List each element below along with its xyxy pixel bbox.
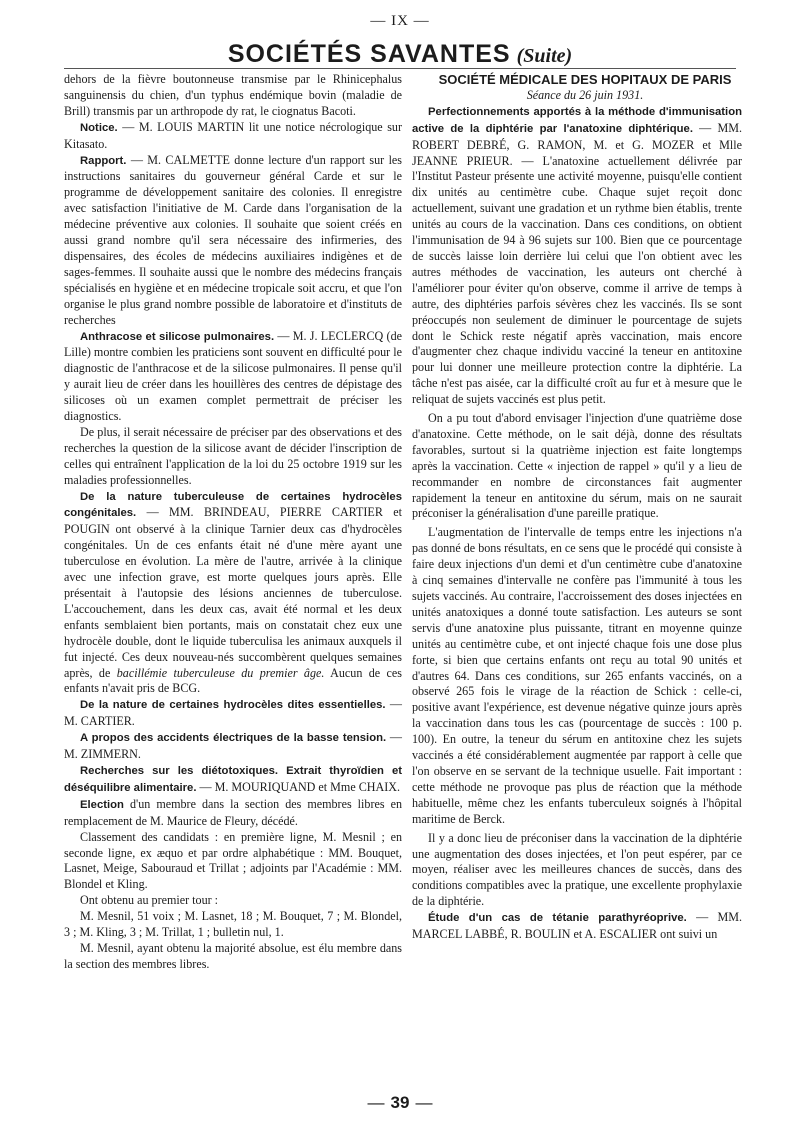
- accidents-paragraph: [64, 730, 402, 763]
- continued-paragraph: dehors de la fièvre boutonneuse transmise par le Rhinicephalus sanguinensis du chien, d'un typhus endémique bovin (maladie de Brill) transmis par un arthropode dy rat, le ciognatus Bacoti.: [64, 72, 402, 118]
- dietotoxiques-heading: Recherches sur les diétotoxiques. Extrait thyroïdien et déséquilibre alimentaire.: [64, 764, 402, 794]
- header-title: SOCIÉTÉS SAVANTES: [227, 40, 511, 68]
- classement-paragraph: Classement des candidats : en première ligne, M. Mesnil ; en seconde ligne, ex æquo et par ordre alphabétique : MM. Bouquet, Lasnet, Meige, Sabouraud et Trillat ; adjoints par l'Académie : MM. Blondel et Kling.: [64, 829, 402, 892]
- election-paragraph: [64, 797, 402, 830]
- page-number-footer: [0, 1093, 800, 1113]
- hydroceles-essentielles-text: — M. CARTIER.: [64, 697, 402, 729]
- notice-paragraph: [64, 120, 402, 153]
- anthracose-text: — M. J. LECLERCQ (de Lille) montre combien les praticiens sont souvent en difficulté pour le diagnostic de l'anthracose et de la silicose pulmonaires. Il pense qu'il y aurait lieu de créer dans les houillères des centres de dépistage des silicoses où un examen complet permettrait de préciser les diagnostics.: [64, 328, 402, 424]
- dietotoxiques-text: — M. MOURIQUAND et Mme CHAIX.: [196, 779, 401, 794]
- page-number: 39: [390, 1093, 410, 1112]
- session-date: Séance du 26 juin 1931.: [526, 87, 644, 102]
- intervalle-paragraph: L'augmentation de l'intervalle de temps entre les injections n'a pas donné de bons résultats, en ce sens que le procédé qui consiste à faire deux injections d'un demi et d'un centimètre cube d'anatoxine à cinq semaines d'intervalle ne confère pas l'immunité à tous les sujets vaccinés. Au contraire, l'accroissement des doses injectées en unités anatoxiques a donné toute satisfaction. Les auteurs se sont servis d'une anatoxine plus puissante, titrant en moyenne quinze unités au centimètre cube, et ont injecté chaque fois une dose plus forte, si bien que certains enfants ont reçu au total 90 unités et d'autres 64. Dans ces conditions, sur 265 enfants vaccinés, on a observé 265 fois le virage de la réaction de Schick : celle-ci, positive avant l'expérience, est devenue négative quinze jours après la vaccination dans tous les cas (pourcentage de succès : 100 p. 100). En outre, la teneur du sérum en antitoxine chez les sujets vaccinés a été considérablement augmentée par rapport à celle que l'on observe en se servant de la technique usuelle. Fait important : cette méthode ne provoque pas plus de réaction que la méthode habituelle, même chez les enfants tuberculeux soignés à l'hôpital maritime de Berck.: [412, 525, 742, 826]
- hydroceles-essentielles-paragraph: [64, 697, 402, 730]
- tetanie-heading: Étude d'un cas de tétanie parathyréoprive.: [428, 912, 687, 925]
- election-text: d'un membre dans la section des membres libres en remplacement de M. Maurice de Fleury, décédé.: [64, 796, 402, 828]
- election-heading: Election: [80, 798, 124, 811]
- left-column: [64, 72, 402, 973]
- hydroceles-congenitales-paragraph: [64, 489, 402, 698]
- hydroceles-congenitales-italic: bacillémie tuberculeuse du premier âge.: [116, 665, 325, 680]
- de-plus-paragraph: De plus, il serait nécessaire de préciser par des observations et des recherches la question de la silicose avant de décider l'inscription de celles qui entraînent l'application de la loi du 25 octobre 1919 sur les maladies professionnelles.: [64, 424, 402, 487]
- rapport-heading: Rapport.: [80, 154, 127, 167]
- accidents-text: — M. ZIMMERN.: [64, 730, 402, 762]
- page-header: [0, 40, 800, 69]
- hydroceles-congenitales-text: — MM. BRINDEAU, PIERRE CARTIER et POUGIN ont observé à la clinique Tarnier deux cas d'hydrocèles congénitales. Un de ces enfants était né d'une mère ayant une tuberculose en évolution. La mère de l'autre, arrivée à la clinique avec une infection grave, est morte quelques jours après. Elle présentait à l'autopsie des lésions anciennes de tuberculose. L'accouchement, dans les deux cas, avait été normal et les deux enfants semblaient bien portants, mais on constatait chez eux une hydrocèle double, dont le liquide tuberculisa les animaux auxquels il fut injecté. Ces deux nouveau-nés succombèrent quelques semaines après, de: [64, 505, 402, 680]
- tetanie-paragraph: [412, 910, 742, 943]
- quatrieme-paragraph: On a pu tout d'abord envisager l'injection d'une quatrième dose d'anatoxine. Cette méthode, on le sait déjà, donne des résultats favorables, surtout si la quatrième injection est faite longtemps après la vaccination. Cette « injection de rappel » qu'il y a lieu de recommander en nombre de circonstances fait augmenter rapidement la teneur en antitoxine du sérum, mais on ne saurait préconiser la généralisation d'une pareille pratique.: [412, 411, 742, 521]
- anthracose-heading: Anthracose et silicose pulmonaires.: [80, 330, 275, 343]
- footer-dash-right: —: [415, 1093, 433, 1112]
- notice-text: — M. LOUIS MARTIN lit une notice nécrologique sur Kitasato.: [64, 119, 402, 151]
- hydroceles-congenitales-tail: Aucun de ces enfants n'avait pris de BCG.: [64, 665, 402, 696]
- hydroceles-essentielles-heading: De la nature de certaines hydrocèles dites essentielles.: [80, 699, 386, 712]
- accidents-heading: A propos des accidents électriques de la basse tension.: [80, 732, 387, 745]
- votes-paragraph: M. Mesnil, 51 voix ; M. Lasnet, 18 ; M. Bouquet, 7 ; M. Blondel, 3 ; M. Kling, 3 ; M. Trillat, 1 ; bulletin nul, 1.: [64, 909, 402, 940]
- rapport-paragraph: [64, 153, 402, 329]
- roman-folio: — IX —: [370, 13, 430, 29]
- immunisation-text: — MM. ROBERT DEBRÉ, G. RAMON, M. et G. MOZER et Mlle JEANNE PRIEUR. — L'anatoxine actuellement délivrée par l'Institut Pasteur présente une activité moyenne, puisqu'elle contient dix unités au centimètre cube. Chaque sujet reçoit donc actuellement, suivant une gradation et un rythme bien établis, trente unités au cours de la vaccination. Dans ces conditions, on obtient l'immunisation de 94 à 96 sujets sur 100. Bien que ce pourcentage de succès laisse loin derrière lui celui que l'on obtient avec les autres méthodes de vaccination, les auteurs ont cherché à l'améliorer pour éviter qu'on observe, comme il arrive de temps à autre, des diphtéries parfois sévères chez les vaccinés. Ils se sont préoccupés non seulement de diminuer le pourcentage de sujets dont le Schick reste négatif après vaccination, mais encore d'augmenter chez chaque individu vacciné la teneur en antitoxine pour lui donner une meilleure protection contre la diphtérie. La tâche n'est pas aisée, car la difficulté croît au fur et à mesure que le reliquat de sujets vaccinés est plus petit.: [412, 120, 742, 407]
- header-suite: (Suite): [516, 45, 573, 67]
- immunisation-heading: Perfectionnements apportés à la méthode d'immunisation active de la diphtérie par l'anatoxine diphtérique.: [412, 105, 742, 135]
- rapport-text: — M. CALMETTE donne lecture d'un rapport sur les instructions sanitaires du gouverneur général Carde et sur le programme de développement sanitaire des colonies. Il enregistre avec satisfaction l'initiative de M. Carde dans l'organisation de la médecine préventive aux colonies. Il souhaite que soient créés en aussi grand nombre qu'il sera nécessaire des infirmeries, des dispensaires, des écoles de médecins auxiliaires indigènes et de sages-femmes. Il souhaite aussi que le nombre des médecins français spécialisés en hygiène et en médecine tropicale soit accru, et que l'on organise le plus grand nombre possible de laboratoire et d'instituts de recherches: [64, 152, 402, 327]
- immunisation-paragraph: [412, 104, 742, 408]
- tetanie-text: — MM. MARCEL LABBÉ, R. BOULIN et A. ESCALIER ont suivi un: [412, 910, 743, 942]
- premier-tour-paragraph: Ont obtenu au premier tour :: [80, 893, 219, 908]
- hydroceles-congenitales-heading: De la nature tuberculeuse de certaines hydrocèles congénitales.: [64, 490, 402, 520]
- header-rule: [64, 68, 736, 69]
- section-title: SOCIÉTÉ MÉDICALE DES HOPITAUX DE PARIS: [438, 72, 732, 87]
- resultat-paragraph: M. Mesnil, ayant obtenu la majorité absolue, est élu membre dans la section des membres libres.: [64, 940, 402, 971]
- notice-heading: Notice.: [80, 121, 118, 134]
- right-column: [412, 72, 742, 943]
- conclusion-paragraph: Il y a donc lieu de préconiser dans la vaccination de la diphtérie une augmentation des doses injectées, et l'on peut espérer, par ce moyen, réaliser avec les meilleures chances de succès, dans des conditions compatibles avec la pratique, une excellente prophylaxie de la diphtérie.: [412, 830, 742, 909]
- footer-dash-left: —: [367, 1093, 385, 1112]
- dietotoxiques-paragraph: [64, 763, 402, 797]
- anthracose-paragraph: [64, 329, 402, 425]
